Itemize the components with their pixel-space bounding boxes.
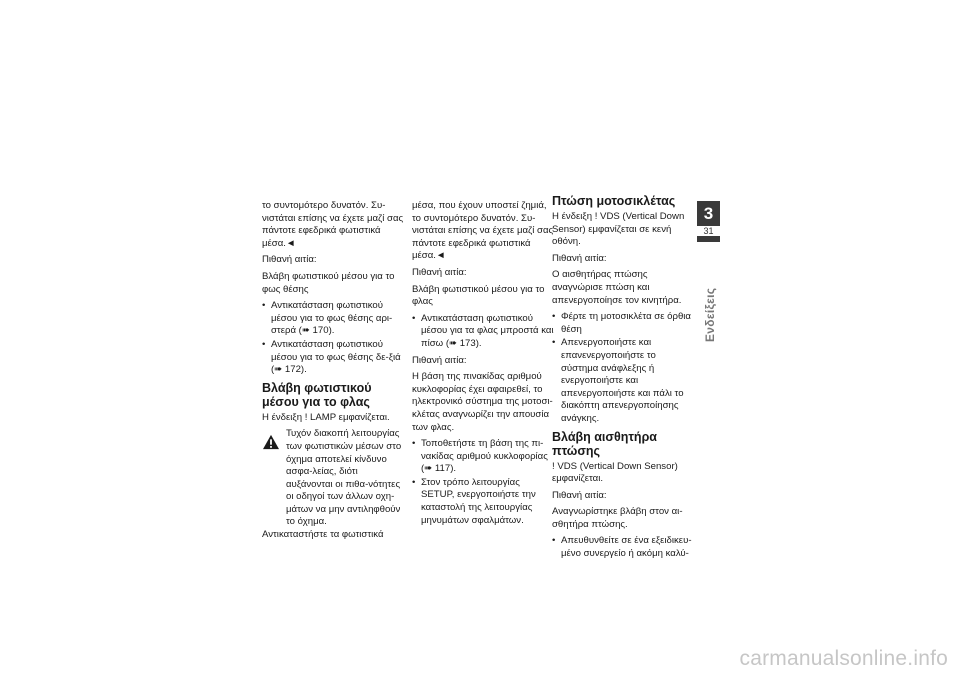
paragraph: Πιθανή αιτία: <box>262 254 317 266</box>
list-item: • Αντικατάσταση φωτιστικού μέσου για τα φλας μπροστά και πίσω (➠ 173). <box>412 313 554 351</box>
chapter-title: Ενδείξεις <box>703 287 717 342</box>
list-item: • Αντικατάσταση φωτιστικού μέσου για το φως θέσης δε-ξιά (➠ 172). <box>262 339 404 377</box>
paragraph: Αναγνωρίστηκε βλάβη στον αι-σθητήρα πτώσης. <box>552 506 683 530</box>
list-item: • Τοποθετήστε τη βάση της πι-νακίδας αριθμού κυκλοφορίας (➠ 117). <box>412 438 554 476</box>
paragraph: Βλάβη φωτιστικού μέσου για το φως θέσης <box>262 270 395 295</box>
paragraph: Πιθανή αιτία: <box>552 252 607 264</box>
paragraph: Βλάβη φωτιστικού μέσου για το φλας <box>412 283 545 308</box>
paragraph: Πιθανή αιτία: <box>412 354 467 366</box>
list-item: • Απευθυνθείτε σε ένα εξειδικευ-μένο συνεργείο ή ακόμη καλύ- <box>552 535 694 560</box>
chapter-number: 3 <box>703 204 714 223</box>
paragraph: Η ένδειξη ! LAMP εμφανίζεται. <box>262 411 390 423</box>
list-item: • Φέρτε τη μοτοσικλέτα σε όρθια θέση <box>552 311 694 336</box>
paragraph: Αντικαταστήστε τα φωτιστικά <box>262 529 384 541</box>
bullet-list <box>412 313 554 351</box>
section-heading: Πτώση μοτοσικλέτας <box>552 194 676 208</box>
bullet-list <box>552 311 694 425</box>
paragraph: Ο αισθητήρας πτώσης αναγνώρισε πτώση και απενεργοποίησε τον κινητήρα. <box>552 269 682 306</box>
warning-triangle-icon <box>262 434 280 450</box>
paragraph: Η ένδειξη ! VDS (Vertical Down Sensor) εμφανίζεται σε κενή οθόνη. <box>552 211 685 248</box>
warning-notice <box>262 428 404 529</box>
paragraph: μέσα, που έχουν υποστεί ζημιά, το συντομότερο δυνατόν. Συ-νιστάται επίσης να έχετε μαζί σας πάντοτε εφεδρικά φωτιστικά μέσα.◄ <box>412 200 554 262</box>
bullet-list <box>552 535 694 560</box>
bullet-list <box>262 300 404 377</box>
column-right <box>552 194 694 565</box>
section-heading: Βλάβη φωτιστικού μέσου για το φλας <box>262 380 372 409</box>
page-number: 31 <box>697 226 720 236</box>
section-heading: Βλάβη αισθητήρα πτώσης <box>552 429 657 458</box>
list-item: • Στον τρόπο λειτουργίας SETUP, ενεργοποιήστε την καταστολή της λειτουργίας μηνυμάτων σφαλμάτων. <box>412 477 554 527</box>
paragraph: Πιθανή αιτία: <box>412 266 467 278</box>
paragraph: ! VDS (Vertical Down Sensor) εμφανίζεται. <box>552 460 678 485</box>
warning-text: Τυχόν διακοπή λειτουργίας των φωτιστικών μέσων στο όχημα αποτελεί κίνδυνο ασφα-λείας, διότι αυξάνονται οι πιθα-νότητες οι οδηγοί των άλλων οχη-μάτων να μην αντιληφθούν το όχημα. <box>286 428 402 528</box>
list-item: • Αντικατάσταση φωτιστικού μέσου για το φως θέσης αρι-στερά (➠ 170). <box>262 300 404 338</box>
bullet-list <box>412 438 554 527</box>
list-item: • Απενεργοποιήστε και επανενεργοποιήστε το σύστημα ανάφλεξης ή ενεργοποιήστε και απενεργοποιήστε και πάλι το διακόπτη απενεργοποίησης ανάγκης. <box>552 337 694 425</box>
paragraph: το συντομότερο δυνατόν. Συ-νιστάται επίσης να έχετε μαζί σας πάντοτε εφεδρικά φωτιστικά μέσα.◄ <box>262 200 404 249</box>
column-middle <box>412 200 554 531</box>
paragraph: Η βάση της πινακίδας αριθμού κυκλοφορίας έχει αφαιρεθεί, το ηλεκτρονικό σύστημα της μοτοσι-κλέτας αναγνωρίζει την απουσία των φλας. <box>412 371 553 433</box>
watermark: carmanualsonline.info <box>739 647 948 670</box>
column-left <box>262 200 404 546</box>
paragraph: Πιθανή αιτία: <box>552 489 607 501</box>
